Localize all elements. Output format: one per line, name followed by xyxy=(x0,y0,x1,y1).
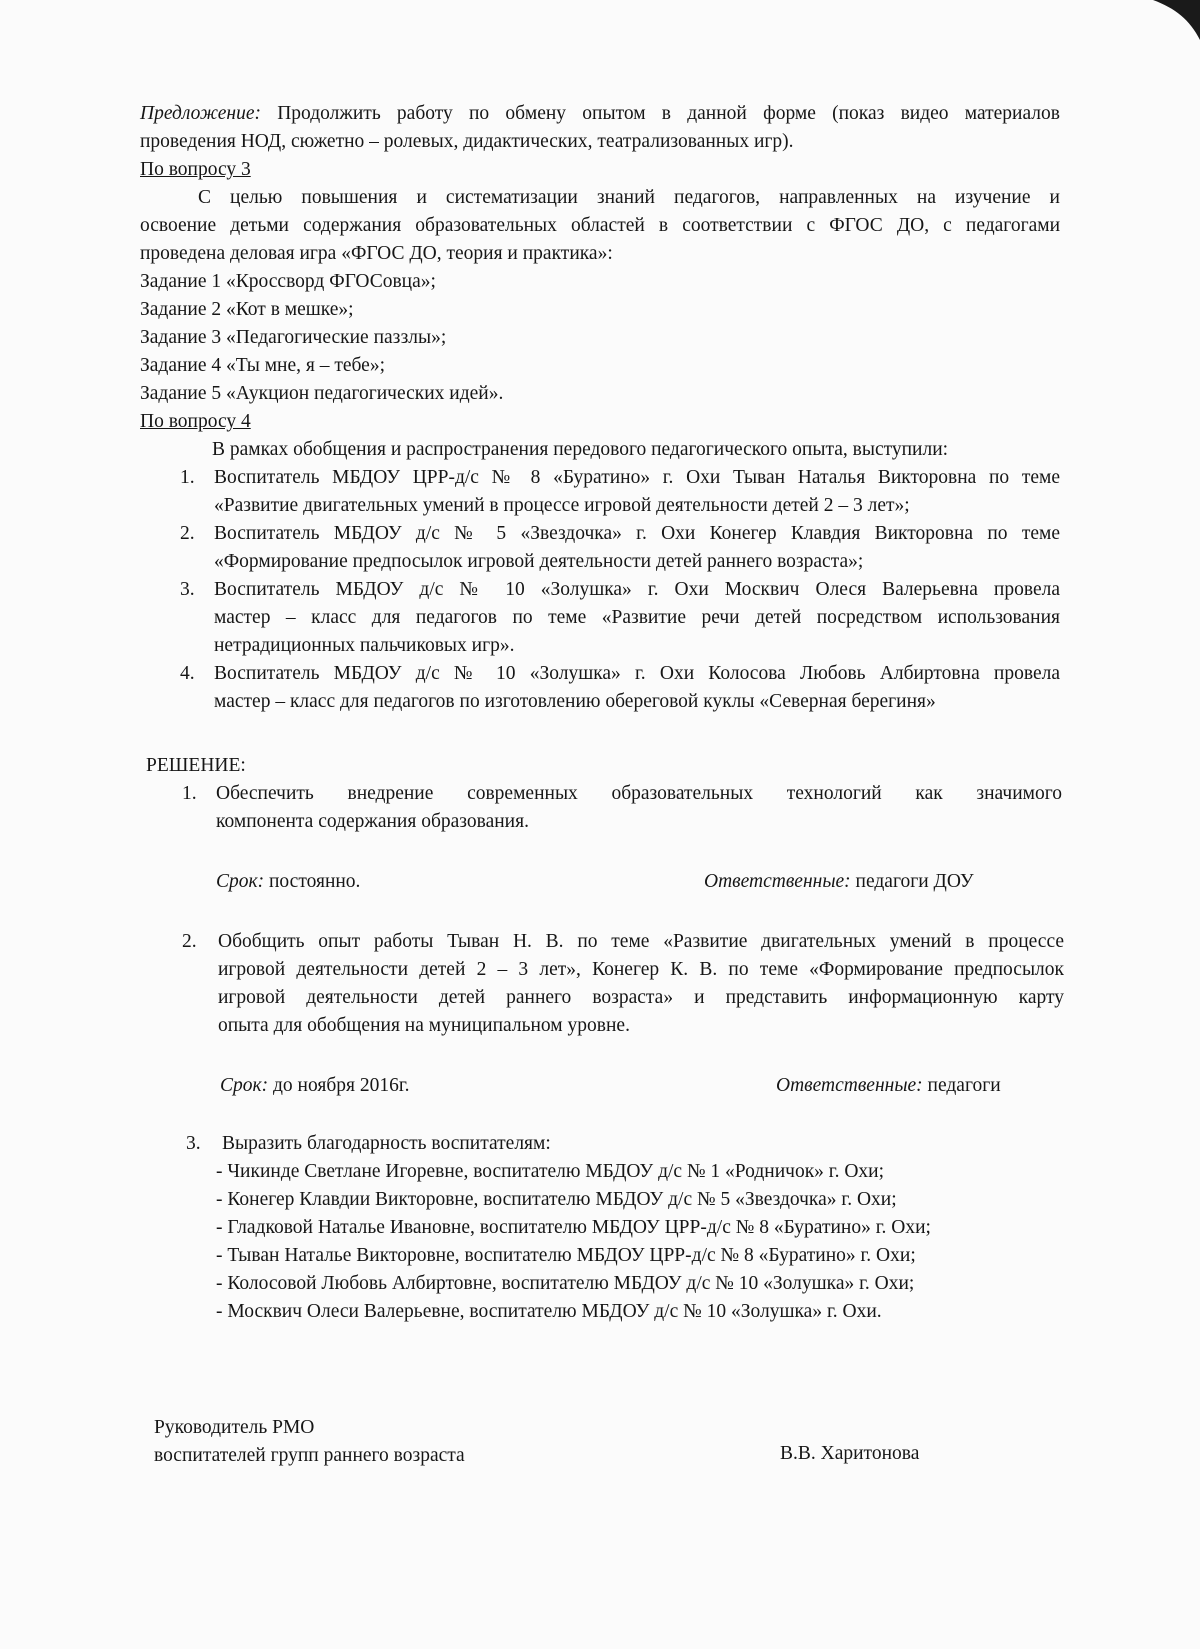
gratitude-item: - Гладковой Наталье Ивановне, воспитателю МБДОУ ЦРР-д/с № 8 «Буратино» г. Охи; xyxy=(216,1217,931,1238)
decision-1-responsible xyxy=(704,868,974,896)
decision-2-line-3: игровой деятельности детей раннего возраста» и представить информационную карту xyxy=(218,987,1064,1008)
speaker-1-line-1: Воспитатель МБДОУ ЦРР-д/с № 8 «Буратино» г. Охи Тыван Наталья Викторовна по теме xyxy=(214,467,1060,488)
scan-corner-shadow xyxy=(1145,0,1200,40)
decision-2-line-1: Обобщить опыт работы Тыван Н. В. по теме «Развитие двигательных умений в процессе xyxy=(218,931,1064,952)
question-3-para-line-1: С целью повышения и систематизации знаний педагогов, направленных на изучение и xyxy=(198,187,1060,208)
list-item-number: 2. xyxy=(180,523,195,544)
list-item-number: 1. xyxy=(180,467,195,488)
decision-1-term xyxy=(216,868,360,896)
question-3-para-line-3: проведена деловая игра «ФГОС ДО, теория и практика»: xyxy=(140,243,613,264)
decision-2-line-4: опыта для обобщения на муниципальном уровне. xyxy=(218,1015,630,1036)
decision-1-line-2: компонента содержания образования. xyxy=(216,811,529,832)
task-item: Задание 5 «Аукцион педагогических идей». xyxy=(140,383,504,404)
gratitude-item: - Конегер Клавдии Викторовне, воспитателю МБДОУ д/с № 5 «Звездочка» г. Охи; xyxy=(216,1189,897,1210)
proposal-line-2: проведения НОД, сюжетно – ролевых, дидактических, театрализованных игр). xyxy=(140,131,794,152)
decision-2-line-2: игровой деятельности детей 2 – 3 лет», Конегер К. В. по теме «Формирование предпосылок xyxy=(218,959,1064,980)
task-item: Задание 1 «Кроссворд ФГОСовца»; xyxy=(140,271,436,292)
speaker-1-line-2: «Развитие двигательных умений в процессе игровой деятельности детей 2 – 3 лет»; xyxy=(214,495,910,516)
speaker-2-line-2: «Формирование предпосылок игровой деятельности детей раннего возраста»; xyxy=(214,551,864,572)
decision-heading: РЕШЕНИЕ: xyxy=(146,755,246,776)
decision-3-intro: Выразить благодарность воспитателям: xyxy=(222,1133,551,1154)
speaker-3-line-1: Воспитатель МБДОУ д/с № 10 «Золушка» г. Охи Москвич Олеся Валерьевна провела xyxy=(214,579,1060,600)
task-item: Задание 3 «Педагогические паззлы»; xyxy=(140,327,447,348)
question-3-heading: По вопросу 3 xyxy=(140,159,251,180)
signature-role-line-1: Руководитель РМО xyxy=(154,1417,315,1438)
task-item: Задание 4 «Ты мне, я – тебе»; xyxy=(140,355,386,376)
gratitude-item: - Чикинде Светлане Игоревне, воспитателю МБДОУ д/с № 1 «Родничок» г. Охи; xyxy=(216,1161,885,1182)
speaker-3-line-3: нетрадиционных пальчиковых игр». xyxy=(214,635,515,656)
question-4-intro: В рамках обобщения и распространения передового педагогического опыта, выступили: xyxy=(212,439,949,460)
decision-1-line-1: Обеспечить внедрение современных образовательных технологий как значимого xyxy=(216,783,1062,804)
term-label: Срок: xyxy=(220,1075,269,1096)
responsible-label: Ответственные: xyxy=(704,871,851,892)
gratitude-item: - Колосовой Любовь Албиртовне, воспитателю МБДОУ д/с № 10 «Золушка» г. Охи; xyxy=(216,1273,915,1294)
decision-2-term xyxy=(220,1072,410,1100)
responsible-label: Ответственные: xyxy=(776,1075,923,1096)
speaker-2-line-1: Воспитатель МБДОУ д/с № 5 «Звездочка» г. Охи Конегер Клавдия Викторовна по теме xyxy=(214,523,1060,544)
proposal-line-1 xyxy=(140,100,1060,128)
task-item: Задание 2 «Кот в мешке»; xyxy=(140,299,354,320)
gratitude-item: - Тыван Наталье Викторовне, воспитателю МБДОУ ЦРР-д/с № 8 «Буратино» г. Охи; xyxy=(216,1245,916,1266)
signature-name: В.В. Харитонова xyxy=(780,1443,920,1464)
proposal-text: Продолжить работу по обмену опытом в данной форме (показ видео материалов xyxy=(277,103,1060,124)
list-item-number: 3. xyxy=(186,1133,201,1154)
list-item-number: 3. xyxy=(180,579,195,600)
term-label: Срок: xyxy=(216,871,265,892)
responsible-value: педагоги ДОУ xyxy=(855,871,974,892)
speaker-4-line-2: мастер – класс для педагогов по изготовлению обереговой куклы «Северная берегиня» xyxy=(214,691,936,712)
term-value: постоянно. xyxy=(269,871,361,892)
speaker-4-line-1: Воспитатель МБДОУ д/с № 10 «Золушка» г. Охи Колосова Любовь Албиртовна провела xyxy=(214,663,1060,684)
list-item-number: 1. xyxy=(182,783,197,804)
speaker-3-line-2: мастер – класс для педагогов по теме «Развитие речи детей посредством использования xyxy=(214,607,1060,628)
list-item-number: 2. xyxy=(182,931,197,952)
question-4-heading: По вопросу 4 xyxy=(140,411,251,432)
gratitude-item: - Москвич Олеси Валерьевне, воспитателю МБДОУ д/с № 10 «Золушка» г. Охи. xyxy=(216,1301,882,1322)
list-item-number: 4. xyxy=(180,663,195,684)
decision-2-responsible xyxy=(776,1072,1001,1100)
term-value: до ноября 2016г. xyxy=(273,1075,410,1096)
signature-role-line-2: воспитателей групп раннего возраста xyxy=(154,1445,465,1466)
proposal-label: Предложение: xyxy=(140,103,261,124)
responsible-value: педагоги xyxy=(927,1075,1001,1096)
question-3-para-line-2: освоение детьми содержания образовательных областей в соответствии с ФГОС ДО, с педагогами xyxy=(140,215,1060,236)
